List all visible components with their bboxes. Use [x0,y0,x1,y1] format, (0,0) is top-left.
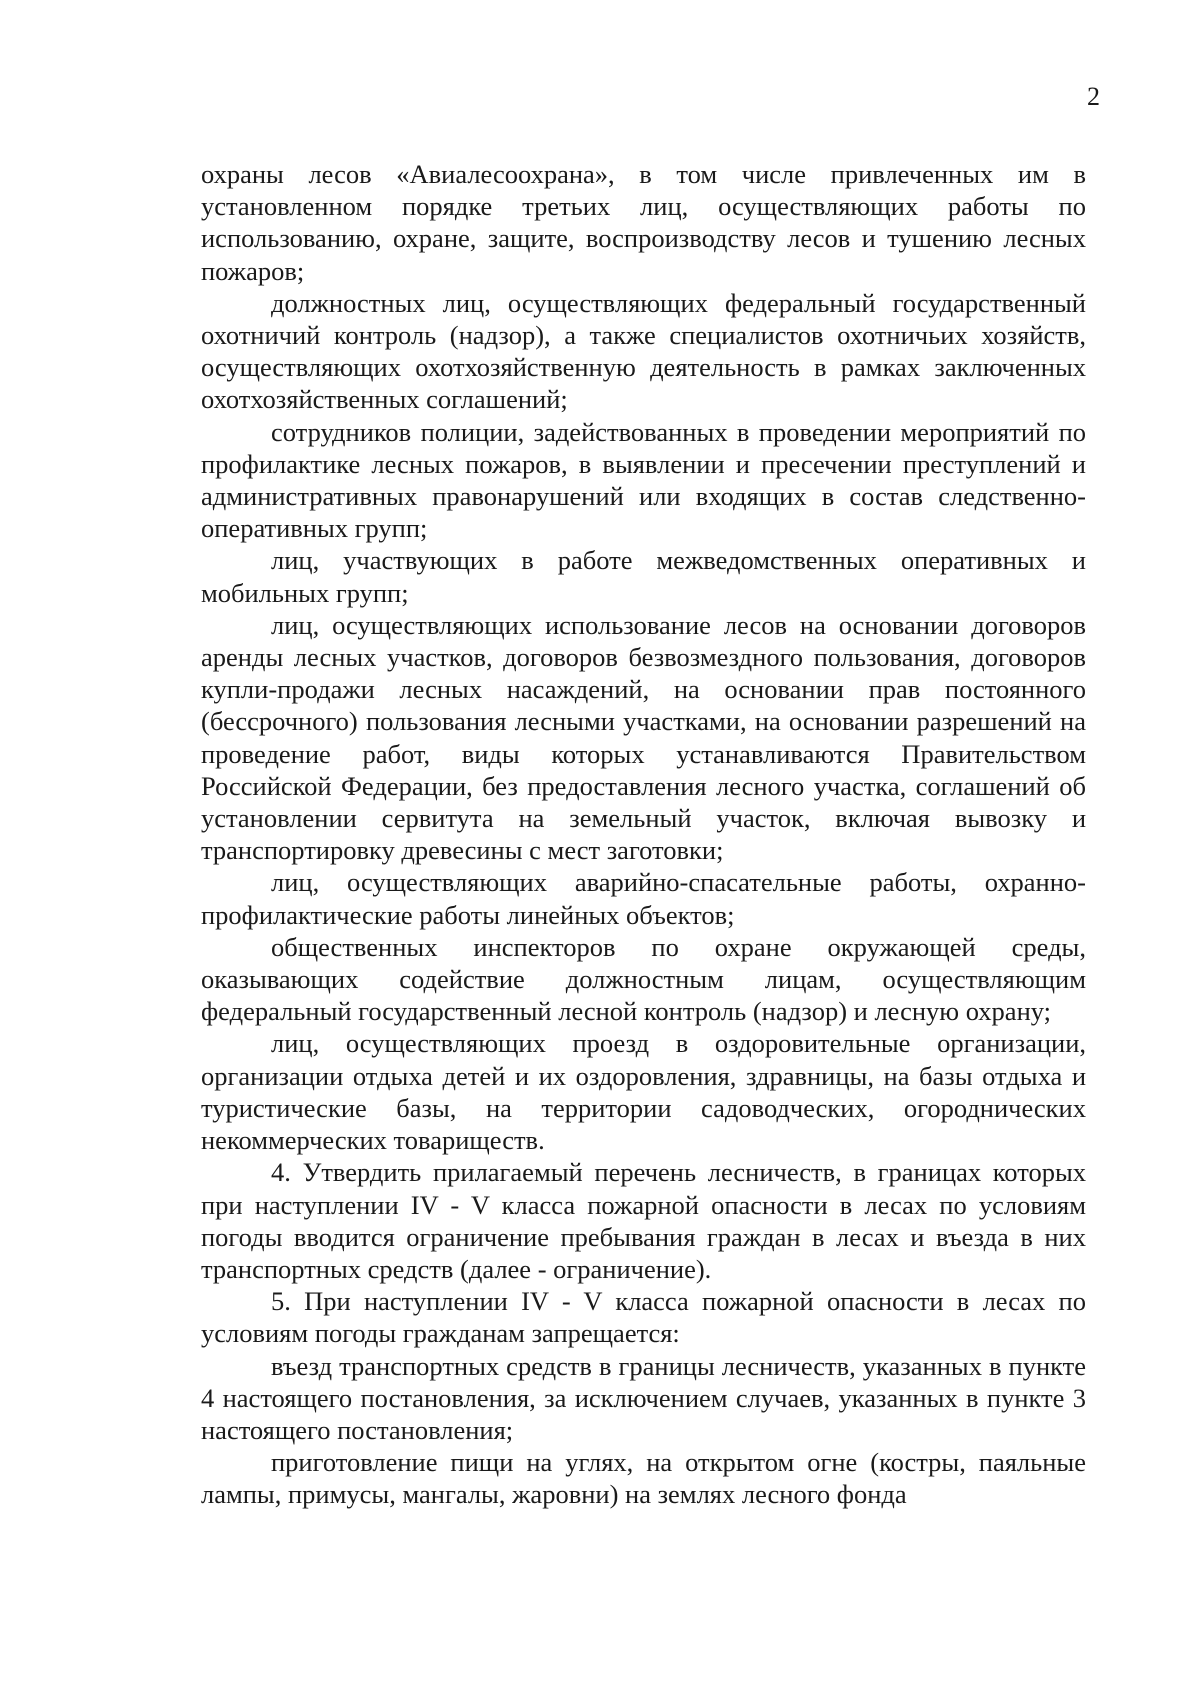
paragraph-police: сотрудников полиции, задействованных в проведении мероприятий по профилактике лесных пожаров, в выявлении и пресечении преступлений и административных правонарушений или входящих в состав следственно-оперативных групп; [201,416,1086,544]
paragraph-public-inspectors: общественных инспекторов по охране окружающей среды, оказывающих содействие должностным лицам, осуществляющим федеральный государственный лесной контроль (надзор) и лесную охрану; [201,931,1086,1027]
paragraph-recreation-access: лиц, осуществляющих проезд в оздоровительные организации, организации отдыха детей и их оздоровления, здравницы, на базы отдыха и туристические базы, на территории садоводческих, огороднических некоммерческих товариществ. [201,1028,1086,1156]
paragraph-hunting-officials: должностных лиц, осуществляющих федеральный государственный охотничий контроль (надзор), а также специалистов охотничьих хозяйств, осуществляющих охотхозяйственную деятельность в рамках заключенных охотхозяйственных соглашений; [201,287,1086,415]
paragraph-item-4: 4. Утвердить прилагаемый перечень лесничеств, в границах которых при наступлении IV - V класса пожарной опасности в лесах по условиям погоды вводится ограничение пребывания граждан в лесах и въезда в них транспортных средств (далее - ограничение). [201,1157,1086,1284]
paragraph-vehicle-ban: въезд транспортных средств в границы лесничеств, указанных в пункте 4 настоящего постановления, за исключением случаев, указанных в пункте 3 настоящего постановления; [201,1350,1086,1445]
paragraph-forest-users: лиц, осуществляющих использование лесов на основании договоров аренды лесных участков, договоров безвозмездного пользования, договоров купли-продажи лесных насаждений, на основании прав постоянного (бессрочного) пользования лесными участками, на основании разрешений на проведение работ, виды которых устанавливаются Правительством Российской Федерации, без предоставления лесного участка, соглашений об установлении сервитута на земельный участок, включая вывозку и транспортировку древесины с мест заготовки; [201,609,1086,866]
paragraph-item-5: 5. При наступлении IV - V класса пожарной опасности в лесах по условиям погоды гражданам запрещается: [201,1286,1086,1349]
page-number: 2 [1087,82,1100,111]
paragraph-open-fire-ban: приготовление пищи на углях, на открытом огне (костры, паяльные лампы, примусы, мангалы, жаровни) на землях лесного фонда [201,1447,1086,1510]
paragraph-rescue-works: лиц, осуществляющих аварийно-спасательные работы, охранно-профилактические работы линейных объектов; [201,867,1086,930]
paragraph-interagency-groups: лиц, участвующих в работе межведомственных оперативных и мобильных групп; [201,545,1086,608]
paragraph-continuation: охраны лесов «Авиалесоохрана», в том числе привлеченных им в установленном порядке третьих лиц, осуществляющих работы по использованию, охране, защите, воспроизводству лесов и тушению лесных пожаров; [201,159,1086,286]
document-body [201,158,1086,1511]
